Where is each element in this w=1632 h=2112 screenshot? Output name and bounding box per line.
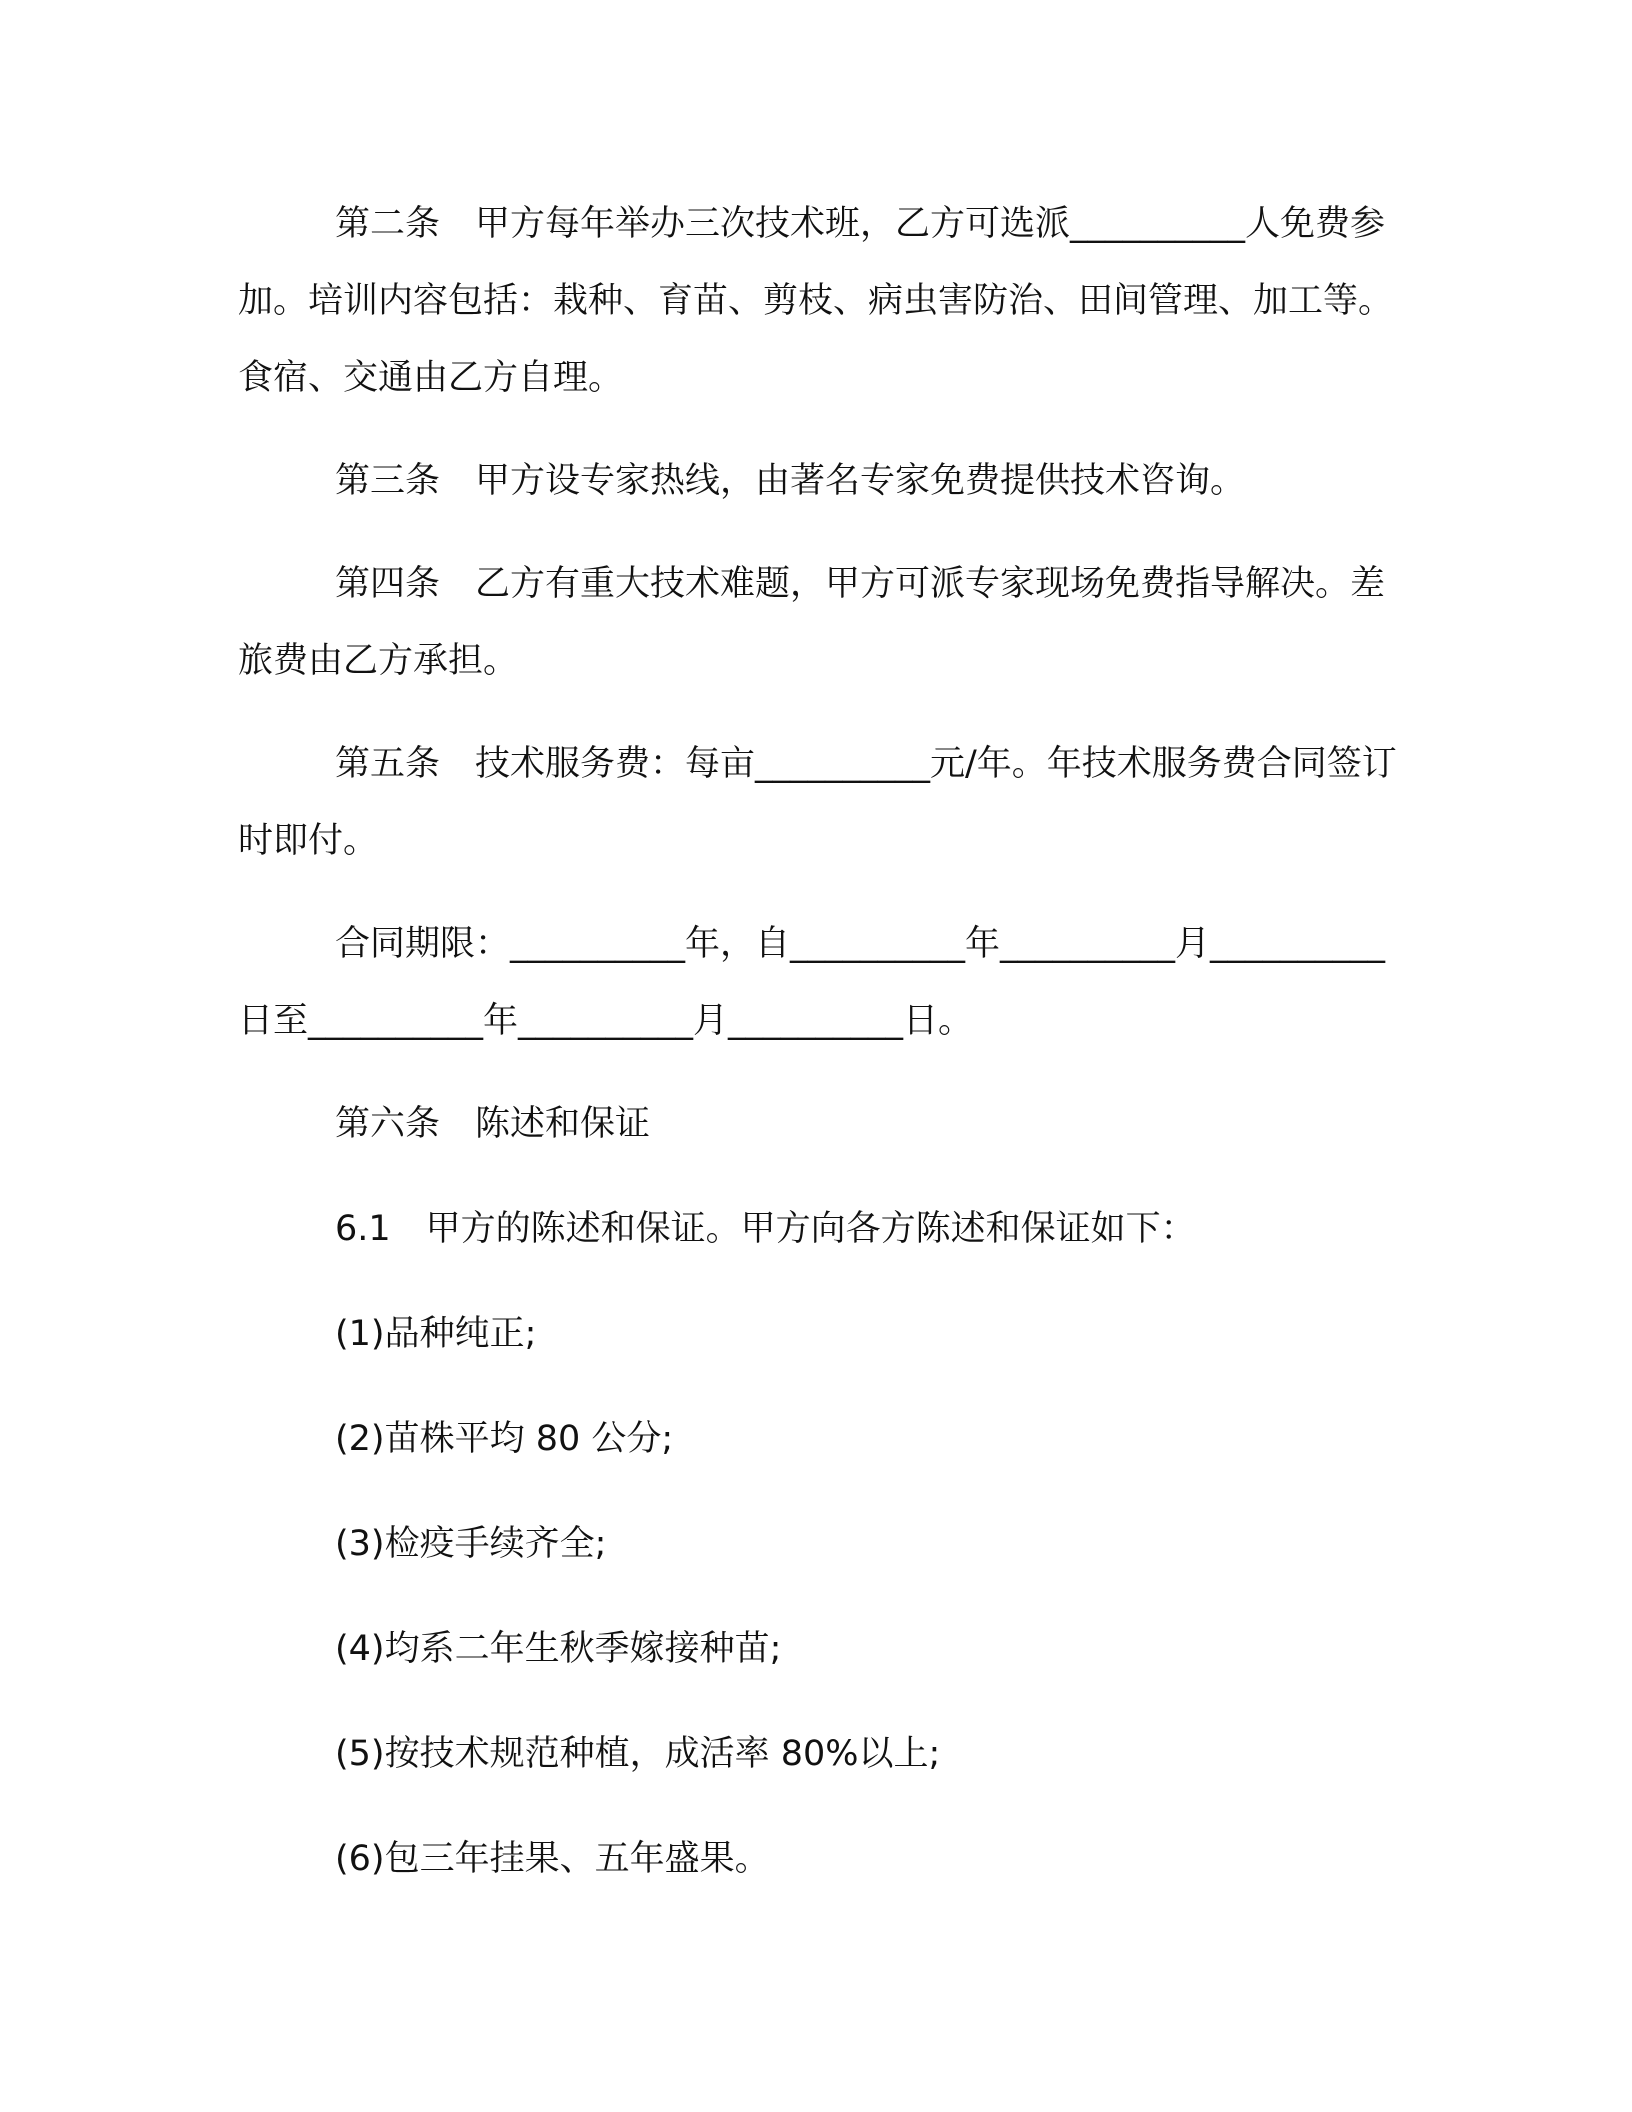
article-5-paragraph: 第五条 技术服务费：每亩__________元/年。年技术服务费合同签订时即付。	[238, 744, 1397, 861]
article-4-paragraph: 第四条 乙方有重大技术难题，甲方可派专家现场免费指导解决。差旅费由乙方承担。	[238, 564, 1386, 681]
document-page	[238, 186, 1408, 1898]
list-item-3: (3)检疫手续齐全;	[335, 1524, 607, 1564]
list-item-6: (6)包三年挂果、五年盛果。	[335, 1839, 770, 1879]
list-item-5: (5)按技术规范种植，成活率 80%以上;	[335, 1734, 941, 1774]
clause-6-1-paragraph: 6.1 甲方的陈述和保证。甲方向各方陈述和保证如下：	[335, 1209, 1196, 1249]
article-3-paragraph: 第三条 甲方设专家热线，由著名专家免费提供技术咨询。	[335, 461, 1246, 501]
article-2-paragraph: 第二条 甲方每年举办三次技术班，乙方可选派__________人免费参加。培训内容包括：栽种、育苗、剪枝、病虫害防治、田间管理、加工等。食宿、交通由乙方自理。	[238, 204, 1394, 398]
article-6-heading: 第六条 陈述和保证	[335, 1104, 651, 1144]
list-item-4: (4)均系二年生秋季嫁接种苗;	[335, 1629, 782, 1669]
contract-term-paragraph: 合同期限：__________年，自__________年__________月__________日至__________年__________月__________日。	[238, 924, 1386, 1041]
list-item-1: (1)品种纯正;	[335, 1314, 537, 1354]
list-item-2: (2)苗株平均 80 公分;	[335, 1419, 674, 1459]
